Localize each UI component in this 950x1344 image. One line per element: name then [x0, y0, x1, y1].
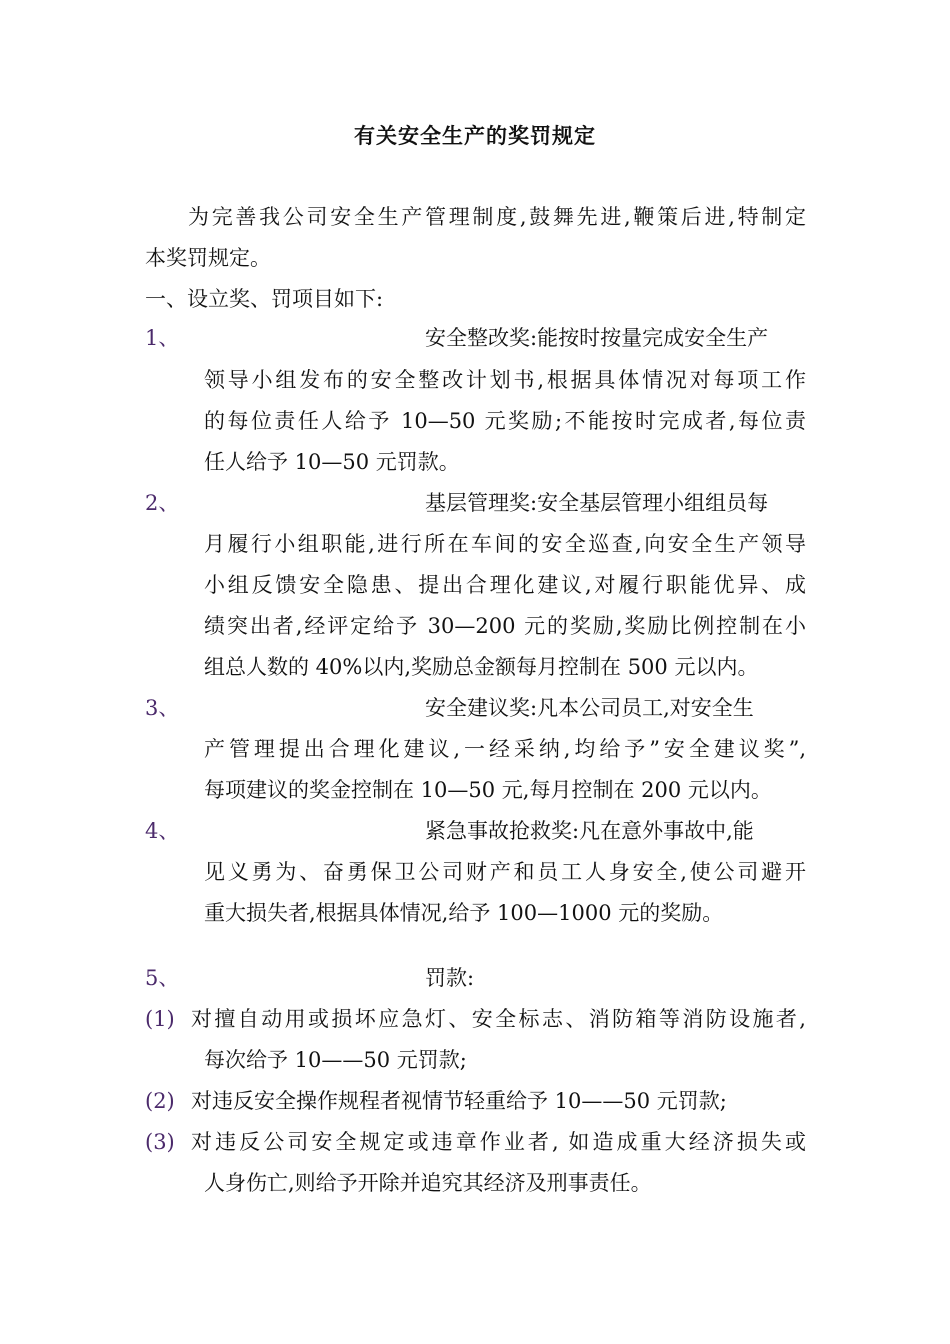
document-title: 有关安全生产的奖罚规定 — [354, 123, 596, 148]
item-line: 每项建议的奖金控制在 10—50 元,每月控制在 200 元以内。 — [204, 778, 772, 802]
intro-line-1: 为完善我公司安全生产管理制度,鼓舞先进,鞭策后进,特制定 — [188, 205, 806, 229]
item-first-line: 基层管理奖:安全基层管理小组组员每 — [425, 491, 769, 515]
penalty-number: (3) — [145, 1130, 175, 1154]
item-first-line: 罚款: — [425, 966, 475, 990]
item-line: 组总人数的 40%以内,奖励总金额每月控制在 500 元以内。 — [204, 655, 759, 679]
penalty-first-line: 对违反公司安全规定或违章作业者, 如造成重大经济损失或 — [191, 1130, 806, 1154]
item-number: 3、 — [145, 696, 180, 720]
item-number: 2、 — [145, 491, 180, 515]
item-first-line: 安全建议奖:凡本公司员工,对安全生 — [425, 696, 754, 720]
item-number: 5、 — [145, 966, 180, 990]
item-line: 产管理提出合理化建议,一经采纳,均给予”安全建议奖”, — [204, 737, 806, 761]
item-number: 1、 — [145, 326, 180, 350]
item-line: 重大损失者,根据具体情况,给予 100—1000 元的奖励。 — [204, 901, 724, 925]
penalty-first-line: 对违反安全操作规程者视情节轻重给予 10——50 元罚款; — [191, 1089, 727, 1113]
item-line: 月履行小组职能,进行所在车间的安全巡查,向安全生产领导 — [204, 532, 806, 556]
penalty-line: 每次给予 10——50 元罚款; — [204, 1048, 467, 1072]
intro-line-2: 本奖罚规定。 — [145, 246, 271, 270]
penalty-number: (2) — [145, 1089, 175, 1113]
item-line: 小组反馈安全隐患、提出合理化建议,对履行职能优异、成 — [204, 573, 806, 597]
item-number: 4、 — [145, 819, 180, 843]
item-line: 任人给予 10—50 元罚款。 — [204, 450, 460, 474]
penalty-first-line: 对擅自动用或损坏应急灯、安全标志、消防箱等消防设施者, — [191, 1007, 806, 1031]
item-first-line: 安全整改奖:能按时按量完成安全生产 — [425, 326, 769, 350]
item-first-line: 紧急事故抢救奖:凡在意外事故中,能 — [425, 819, 754, 843]
penalty-line: 人身伤亡,则给予开除并追究其经济及刑事责任。 — [204, 1171, 652, 1195]
item-line: 领导小组发布的安全整改计划书,根据具体情况对每项工作 — [204, 368, 806, 392]
penalty-number: (1) — [145, 1007, 175, 1031]
item-line: 的每位责任人给予 10—50 元奖励;不能按时完成者,每位责 — [204, 409, 806, 433]
item-line: 绩突出者,经评定给予 30—200 元的奖励,奖励比例控制在小 — [204, 614, 806, 638]
section-heading: 一、设立奖、罚项目如下: — [145, 287, 384, 311]
item-line: 见义勇为、奋勇保卫公司财产和员工人身安全,使公司避开 — [204, 860, 806, 884]
